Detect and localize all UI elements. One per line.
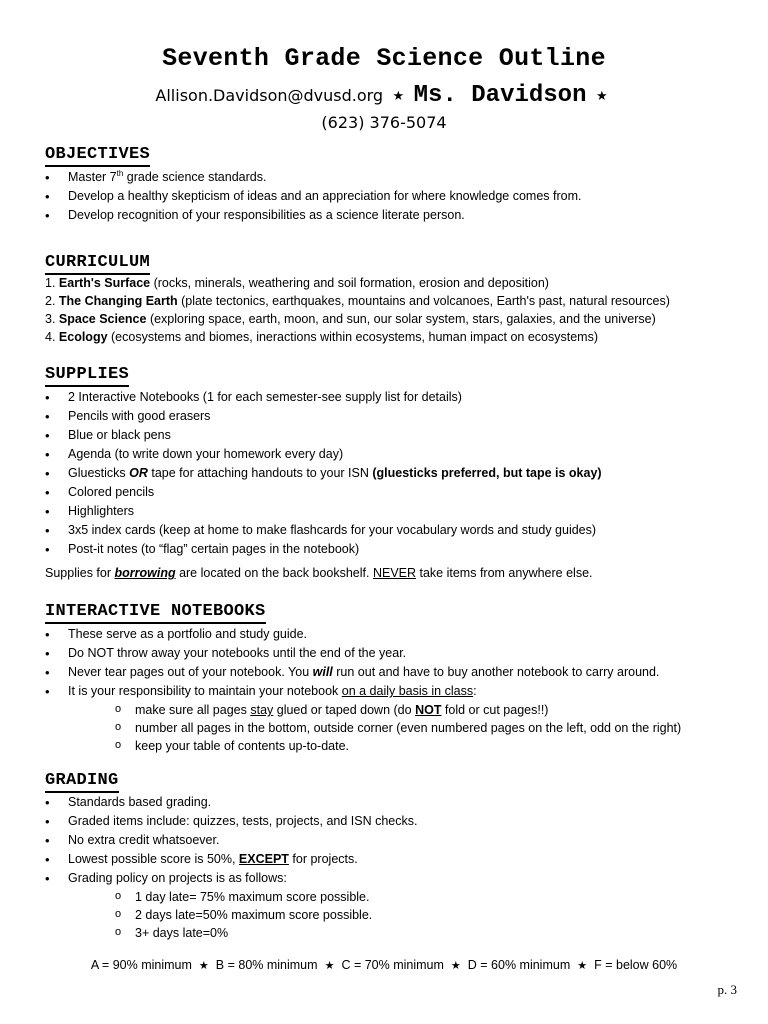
list-item: • Develop recognition of your responsibilities as a science literate person. [45, 206, 745, 225]
emphasis-text: NOT [415, 703, 442, 717]
item-number: 1. [45, 276, 59, 290]
sub-list-item [45, 701, 745, 719]
star-icon: ★ [595, 89, 608, 104]
list-item: • Do NOT throw away your notebooks until the end of the year. [45, 644, 745, 663]
item-text: (ecosystems and biomes, ineractions within ecosystems, human impact on ecosystems) [107, 330, 599, 344]
item-text: (exploring space, earth, moon, and sun, our solar system, stars, galaxies, and the universe) [146, 312, 656, 326]
star-icon: ★ [324, 959, 335, 972]
grade-a: A = 90% minimum [90, 958, 192, 972]
list-item [45, 310, 745, 328]
emphasis-text: OR [129, 466, 148, 480]
item-title: The Changing Earth [58, 294, 178, 308]
grading-list [45, 793, 745, 942]
emphasis-text: will [312, 665, 333, 679]
curriculum-heading: CURRICULUM [45, 254, 150, 275]
objectives-list [45, 168, 745, 225]
item-number: 4. [45, 330, 59, 344]
grade-b: B = 80% minimum [215, 958, 318, 972]
page-number: p. 3 [717, 982, 737, 997]
emphasis-text: NEVER [372, 566, 417, 580]
item-text: (rocks, minerals, weathering and soil formation, erosion and deposition) [150, 276, 549, 290]
item-text: grade science standards. [123, 170, 267, 184]
item-text: Never tear pages out of your notebook. You [68, 665, 313, 679]
teacher-email: Allison.Davidson@dvusd.org [155, 86, 384, 105]
item-text: Gluesticks [68, 466, 130, 480]
notebooks-heading: INTERACTIVE NOTEBOOKS [45, 603, 266, 624]
item-title: Space Science [58, 312, 147, 326]
list-item: • Graded items include: quizzes, tests, projects, and ISN checks. [45, 812, 745, 831]
sub-list-item: o 2 days late=50% maximum score possible. [45, 906, 745, 924]
superscript: th [116, 168, 124, 178]
list-item: • These serve as a portfolio and study guide. [45, 625, 745, 644]
list-item [45, 682, 745, 701]
supplies-heading: SUPPLIES [45, 366, 129, 387]
list-item: • Develop a healthy skepticism of ideas and an appreciation for where knowledge comes from. [45, 187, 745, 206]
list-item: • Post-it notes (to “flag” certain pages in the notebook) [45, 540, 745, 559]
item-text: (plate tectonics, earthquakes, mountains and volcanoes, Earth's past, natural resources) [177, 294, 670, 308]
item-text: tape for attaching handouts to your ISN [147, 466, 373, 480]
item-text: Supplies for [45, 566, 115, 580]
supplies-list [45, 388, 745, 583]
item-number: 2. [45, 294, 59, 308]
list-item [45, 464, 745, 483]
teacher-phone: (623) 376-5074 [321, 113, 447, 132]
item-text: glued or taped down (do [273, 703, 416, 717]
emphasis-text: stay [250, 703, 274, 717]
star-icon: ★ [198, 959, 209, 972]
item-text: make sure all pages [135, 703, 251, 717]
sub-list-item: o keep your table of contents up-to-date. [45, 737, 745, 755]
notebooks-list [45, 625, 745, 755]
list-item [45, 663, 745, 682]
list-item [45, 292, 745, 310]
sub-list-item: o 3+ days late=0% [45, 924, 745, 942]
list-item: • Blue or black pens [45, 426, 745, 445]
list-item: • Pencils with good erasers [45, 407, 745, 426]
emphasis-text: borrowing [114, 566, 176, 580]
star-icon: ★ [450, 959, 461, 972]
list-item: • Highlighters [45, 502, 745, 521]
item-text: Lowest possible score is 50%, [68, 852, 239, 866]
grade-d: D = 60% minimum [467, 958, 571, 972]
item-text: run out and have to buy another notebook to carry around. [332, 665, 660, 679]
item-number: 3. [45, 312, 59, 326]
list-item: • No extra credit whatsoever. [45, 831, 745, 850]
grading-heading: GRADING [45, 772, 119, 793]
sub-list-item: o number all pages in the bottom, outside corner (even numbered pages on the left, odd on the right) [45, 719, 745, 737]
sub-list-item: o 1 day late= 75% maximum score possible. [45, 888, 745, 906]
grade-c: C = 70% minimum [341, 958, 444, 972]
list-item: • Standards based grading. [45, 793, 745, 812]
emphasis-text: EXCEPT [238, 852, 289, 866]
objectives-heading: OBJECTIVES [45, 146, 150, 167]
page-title: Seventh Grade Science Outline [162, 44, 606, 73]
list-item [45, 274, 745, 292]
emphasis-text: on a daily basis in class [341, 684, 474, 698]
item-text: It is your responsibility to maintain your notebook [68, 684, 342, 698]
curriculum-list [45, 274, 745, 346]
item-title: Earth's Surface [58, 276, 151, 290]
list-item: • 2 Interactive Notebooks (1 for each semester-see supply list for details) [45, 388, 745, 407]
item-text: fold or cut pages!!) [441, 703, 549, 717]
star-icon: ★ [392, 89, 405, 104]
emphasis-text: (gluesticks preferred, but tape is okay) [372, 466, 602, 480]
item-text: are located on the back bookshelf. [175, 566, 373, 580]
grade-f: F = below 60% [594, 958, 678, 972]
supplies-note [45, 564, 745, 583]
list-item: • 3x5 index cards (keep at home to make flashcards for your vocabulary words and study guides) [45, 521, 745, 540]
item-text: for projects. [288, 852, 358, 866]
list-item: • Agenda (to write down your homework every day) [45, 445, 745, 464]
item-text: Master 7 [68, 170, 117, 184]
list-item: • Colored pencils [45, 483, 745, 502]
star-icon: ★ [577, 959, 588, 972]
teacher-name: Ms. Davidson [413, 82, 587, 109]
list-item [45, 328, 745, 346]
grade-scale [0, 958, 768, 972]
item-text: take items from anywhere else. [416, 566, 593, 580]
list-item [45, 850, 745, 869]
item-title: Ecology [58, 330, 108, 344]
item-text: : [473, 684, 477, 698]
list-item: • Grading policy on projects is as follows: [45, 869, 745, 888]
contact-line [0, 82, 768, 109]
list-item [45, 168, 745, 187]
